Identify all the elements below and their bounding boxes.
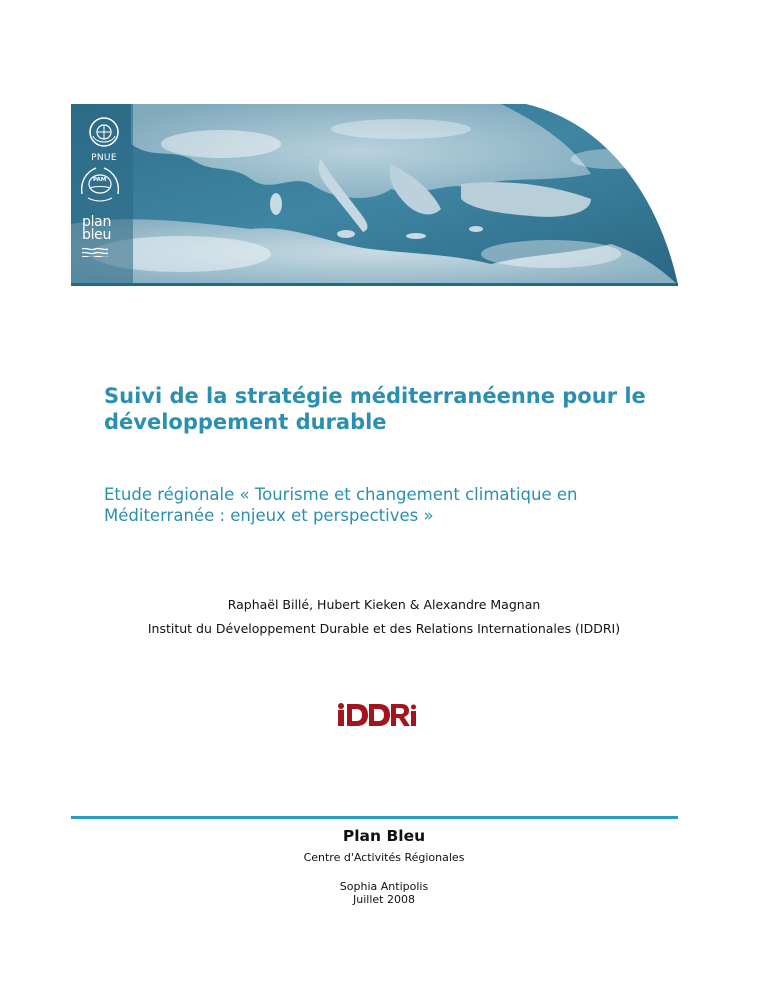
author-names: Raphaël Billé, Hubert Kieken & Alexandre Magnan: [227, 597, 541, 612]
un-emblem-icon: [88, 116, 120, 148]
document-subtitle: Etude régionale « Tourisme et changement climatique en Méditerranée : enjeux et perspectives »: [104, 485, 578, 525]
footer-organization: Plan Bleu: [342, 827, 426, 845]
plan-bleu-logo-line1: plan: [82, 214, 112, 230]
plan-bleu-logo-line2: bleu: [82, 227, 112, 243]
footer-rule: [71, 816, 678, 819]
document-title: Suivi de la stratégie méditerranéenne pour le développement durable: [104, 384, 646, 434]
footer-city: Sophia Antipolis: [339, 880, 429, 893]
iddri-logo-mark: [335, 701, 417, 729]
earth-image: [71, 104, 678, 285]
footer-date: Juillet 2008: [353, 893, 415, 906]
plan-bleu-logo: [82, 216, 130, 261]
authors-block: [0, 593, 768, 641]
footer-block: [0, 826, 768, 906]
partner-logos: [72, 108, 136, 258]
wave-icon: [82, 247, 108, 257]
pnue-label: PNUE: [91, 153, 117, 163]
mediterranean-satellite-banner: [71, 104, 678, 285]
banner-bottom-rule: [71, 283, 678, 286]
pam-logo: [76, 164, 124, 214]
pam-label: PAM: [93, 177, 107, 183]
iddri-logo: [335, 701, 417, 729]
author-institution: Institut du Développement Durable et des Relations Internationales (IDDRI): [147, 621, 621, 636]
footer-center: Centre d'Activités Régionales: [303, 851, 465, 864]
pnue-logo: [86, 116, 122, 163]
pam-emblem-icon: [76, 164, 124, 206]
